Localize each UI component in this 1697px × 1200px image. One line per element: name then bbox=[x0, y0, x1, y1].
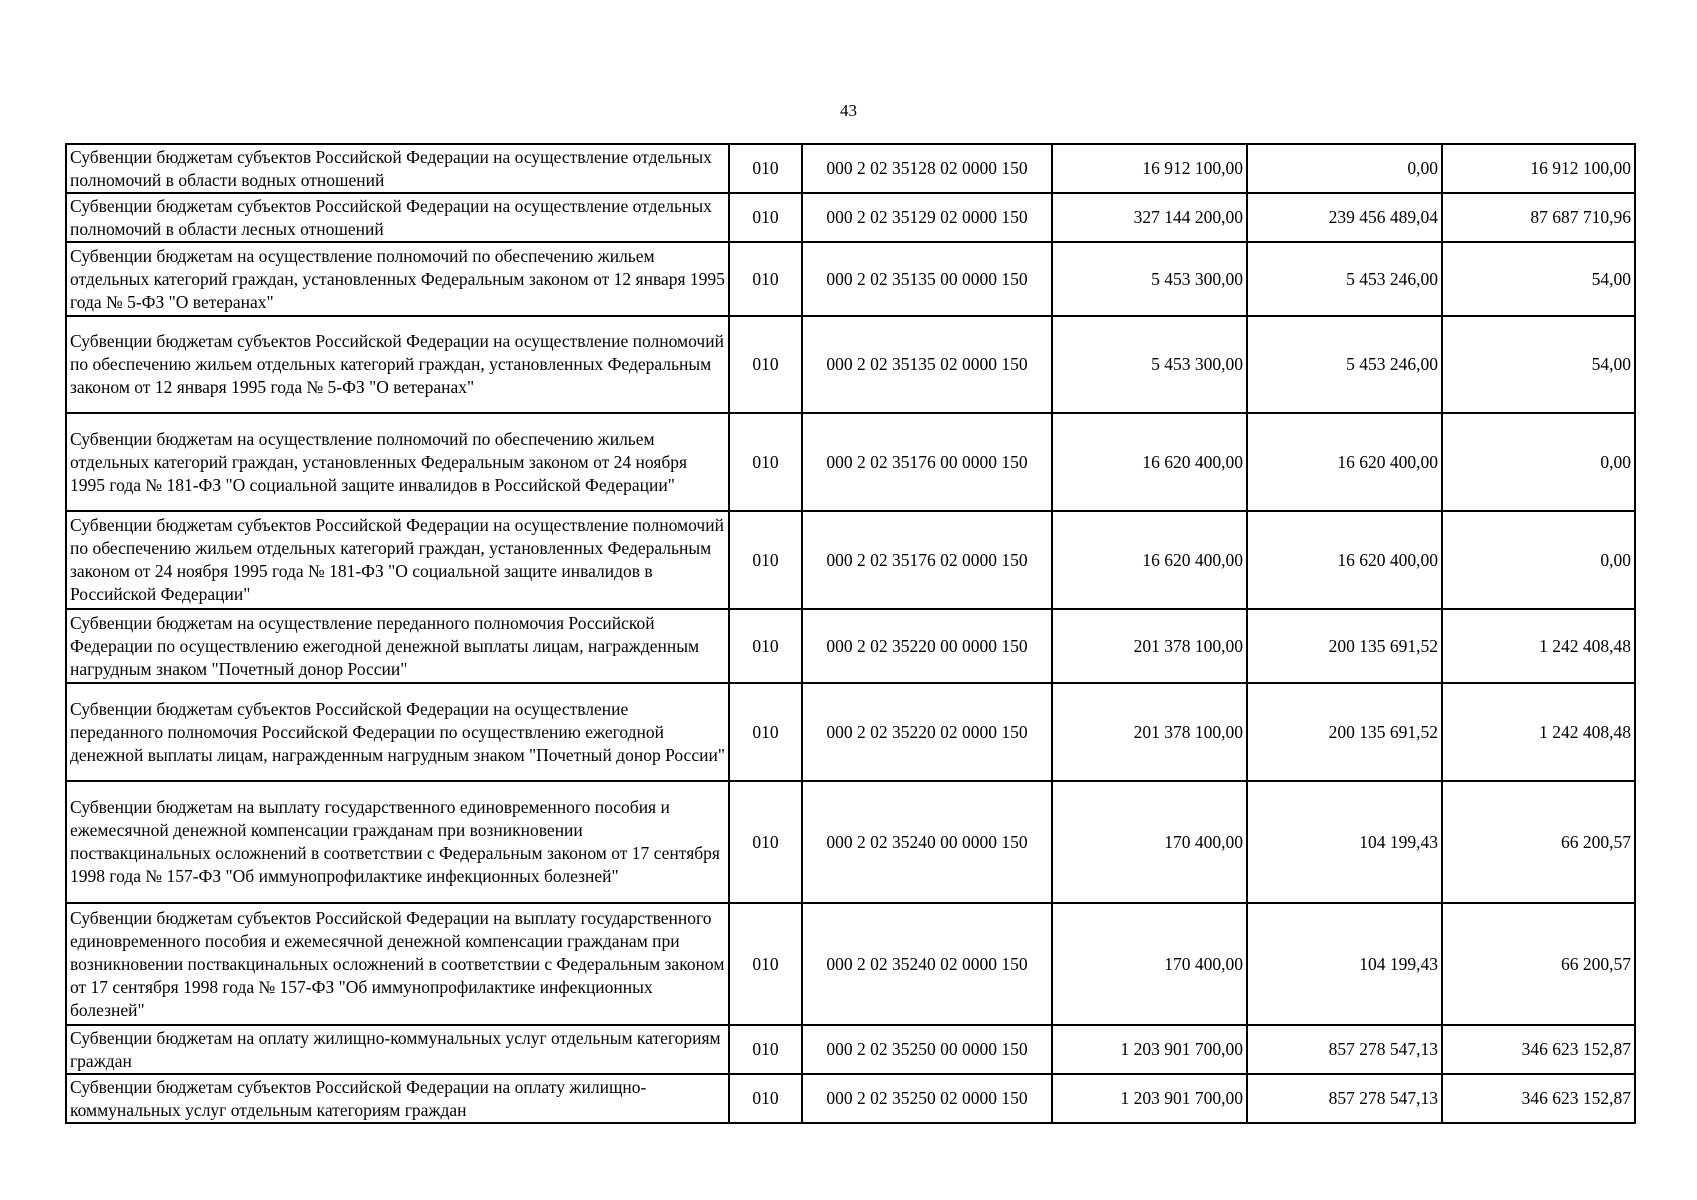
row-budget-code-cell: 000 2 02 35129 02 0000 150 bbox=[802, 193, 1052, 242]
row-approved-cell: 327 144 200,00 bbox=[1052, 193, 1247, 242]
row-unexecuted-cell: 1 242 408,48 bbox=[1442, 609, 1635, 683]
row-line-code-cell: 010 bbox=[729, 1074, 802, 1123]
row-executed-cell: 104 199,43 bbox=[1247, 903, 1442, 1025]
row-unexecuted-cell: 346 623 152,87 bbox=[1442, 1074, 1635, 1123]
row-unexecuted-cell: 87 687 710,96 bbox=[1442, 193, 1635, 242]
row-unexecuted-cell: 0,00 bbox=[1442, 511, 1635, 609]
table-row bbox=[66, 316, 1635, 413]
row-budget-code-cell: 000 2 02 35176 00 0000 150 bbox=[802, 413, 1052, 511]
row-unexecuted-cell: 346 623 152,87 bbox=[1442, 1025, 1635, 1074]
table-row bbox=[66, 609, 1635, 683]
table-row bbox=[66, 1025, 1635, 1074]
row-line-code-cell: 010 bbox=[729, 242, 802, 316]
row-executed-cell: 239 456 489,04 bbox=[1247, 193, 1442, 242]
row-executed-cell: 104 199,43 bbox=[1247, 781, 1442, 903]
row-line-code-cell: 010 bbox=[729, 144, 802, 193]
row-executed-cell: 0,00 bbox=[1247, 144, 1442, 193]
row-approved-cell: 5 453 300,00 bbox=[1052, 242, 1247, 316]
row-approved-cell: 201 378 100,00 bbox=[1052, 609, 1247, 683]
row-unexecuted-cell: 66 200,57 bbox=[1442, 781, 1635, 903]
row-budget-code-cell: 000 2 02 35128 02 0000 150 bbox=[802, 144, 1052, 193]
table-row bbox=[66, 144, 1635, 193]
row-approved-cell: 16 620 400,00 bbox=[1052, 413, 1247, 511]
row-name-cell: Субвенции бюджетам субъектов Российской Федерации на оплату жилищно-коммунальных услуг отдельным категориям граждан bbox=[66, 1074, 729, 1123]
row-executed-cell: 200 135 691,52 bbox=[1247, 683, 1442, 781]
table-row bbox=[66, 511, 1635, 609]
row-name-cell: Субвенции бюджетам субъектов Российской Федерации на осуществление полномочий по обеспечению жильем отдельных категорий граждан, установленных Федеральным законом от 24 ноября 1995 года № 181-ФЗ "О социальной защите инвалидов в Российской Федерации" bbox=[66, 511, 729, 609]
row-line-code-cell: 010 bbox=[729, 683, 802, 781]
row-budget-code-cell: 000 2 02 35250 00 0000 150 bbox=[802, 1025, 1052, 1074]
row-unexecuted-cell: 66 200,57 bbox=[1442, 903, 1635, 1025]
row-line-code-cell: 010 bbox=[729, 511, 802, 609]
row-line-code-cell: 010 bbox=[729, 316, 802, 413]
row-name-cell: Субвенции бюджетам на осуществление полномочий по обеспечению жильем отдельных категорий граждан, установленных Федеральным законом от 12 января 1995 года № 5-ФЗ "О ветеранах" bbox=[66, 242, 729, 316]
row-name-cell: Субвенции бюджетам на выплату государственного единовременного пособия и ежемесячной денежной компенсации гражданам при возникновении поствакцинальных осложнений в соответствии с Федеральным законом от 17 сентября 1998 года № 157-ФЗ "Об иммунопрофилактике инфекционных болезней" bbox=[66, 781, 729, 903]
table-row bbox=[66, 413, 1635, 511]
row-name-cell: Субвенции бюджетам на оплату жилищно-коммунальных услуг отдельным категориям граждан bbox=[66, 1025, 729, 1074]
row-executed-cell: 5 453 246,00 bbox=[1247, 316, 1442, 413]
row-name-cell: Субвенции бюджетам субъектов Российской Федерации на выплату государственного единовременного пособия и ежемесячной денежной компенсации гражданам при возникновении поствакцинальных осложнений в соответствии с Федеральным законом от 17 сентября 1998 года № 157-ФЗ "Об иммунопрофилактике инфекционных болезней" bbox=[66, 903, 729, 1025]
table-row bbox=[66, 683, 1635, 781]
row-line-code-cell: 010 bbox=[729, 413, 802, 511]
row-name-cell: Субвенции бюджетам субъектов Российской Федерации на осуществление полномочий по обеспечению жильем отдельных категорий граждан, установленных Федеральным законом от 12 января 1995 года № 5-ФЗ "О ветеранах" bbox=[66, 316, 729, 413]
row-approved-cell: 5 453 300,00 bbox=[1052, 316, 1247, 413]
row-unexecuted-cell: 1 242 408,48 bbox=[1442, 683, 1635, 781]
row-budget-code-cell: 000 2 02 35135 00 0000 150 bbox=[802, 242, 1052, 316]
row-line-code-cell: 010 bbox=[729, 609, 802, 683]
row-name-cell: Субвенции бюджетам субъектов Российской Федерации на осуществление переданного полномочия Российской Федерации по осуществлению ежегодной денежной выплаты лицам, награжденным нагрудным знаком "Почетный донор России" bbox=[66, 683, 729, 781]
table-row bbox=[66, 242, 1635, 316]
row-line-code-cell: 010 bbox=[729, 193, 802, 242]
row-budget-code-cell: 000 2 02 35250 02 0000 150 bbox=[802, 1074, 1052, 1123]
table-row bbox=[66, 903, 1635, 1025]
table-row bbox=[66, 193, 1635, 242]
row-executed-cell: 857 278 547,13 bbox=[1247, 1074, 1442, 1123]
row-name-cell: Субвенции бюджетам субъектов Российской Федерации на осуществление отдельных полномочий в области лесных отношений bbox=[66, 193, 729, 242]
budget-table bbox=[65, 143, 1636, 1124]
row-budget-code-cell: 000 2 02 35240 02 0000 150 bbox=[802, 903, 1052, 1025]
row-name-cell: Субвенции бюджетам на осуществление переданного полномочия Российской Федерации по осуществлению ежегодной денежной выплаты лицам, награжденным нагрудным знаком "Почетный донор России" bbox=[66, 609, 729, 683]
row-budget-code-cell: 000 2 02 35220 02 0000 150 bbox=[802, 683, 1052, 781]
row-unexecuted-cell: 0,00 bbox=[1442, 413, 1635, 511]
row-line-code-cell: 010 bbox=[729, 903, 802, 1025]
row-approved-cell: 170 400,00 bbox=[1052, 781, 1247, 903]
row-unexecuted-cell: 54,00 bbox=[1442, 316, 1635, 413]
table-row bbox=[66, 781, 1635, 903]
row-executed-cell: 16 620 400,00 bbox=[1247, 413, 1442, 511]
row-executed-cell: 857 278 547,13 bbox=[1247, 1025, 1442, 1074]
row-budget-code-cell: 000 2 02 35135 02 0000 150 bbox=[802, 316, 1052, 413]
row-approved-cell: 16 912 100,00 bbox=[1052, 144, 1247, 193]
row-line-code-cell: 010 bbox=[729, 1025, 802, 1074]
row-executed-cell: 16 620 400,00 bbox=[1247, 511, 1442, 609]
row-executed-cell: 5 453 246,00 bbox=[1247, 242, 1442, 316]
row-budget-code-cell: 000 2 02 35240 00 0000 150 bbox=[802, 781, 1052, 903]
row-approved-cell: 1 203 901 700,00 bbox=[1052, 1074, 1247, 1123]
row-approved-cell: 16 620 400,00 bbox=[1052, 511, 1247, 609]
page-number: 43 bbox=[840, 101, 857, 120]
row-budget-code-cell: 000 2 02 35220 00 0000 150 bbox=[802, 609, 1052, 683]
row-approved-cell: 170 400,00 bbox=[1052, 903, 1247, 1025]
row-approved-cell: 201 378 100,00 bbox=[1052, 683, 1247, 781]
row-approved-cell: 1 203 901 700,00 bbox=[1052, 1025, 1247, 1074]
row-budget-code-cell: 000 2 02 35176 02 0000 150 bbox=[802, 511, 1052, 609]
row-unexecuted-cell: 16 912 100,00 bbox=[1442, 144, 1635, 193]
table-row bbox=[66, 1074, 1635, 1123]
table-body bbox=[66, 144, 1635, 1123]
row-name-cell: Субвенции бюджетам субъектов Российской Федерации на осуществление отдельных полномочий в области водных отношений bbox=[66, 144, 729, 193]
row-unexecuted-cell: 54,00 bbox=[1442, 242, 1635, 316]
row-executed-cell: 200 135 691,52 bbox=[1247, 609, 1442, 683]
row-name-cell: Субвенции бюджетам на осуществление полномочий по обеспечению жильем отдельных категорий граждан, установленных Федеральным законом от 24 ноября 1995 года № 181-ФЗ "О социальной защите инвалидов в Российской Федерации" bbox=[66, 413, 729, 511]
row-line-code-cell: 010 bbox=[729, 781, 802, 903]
